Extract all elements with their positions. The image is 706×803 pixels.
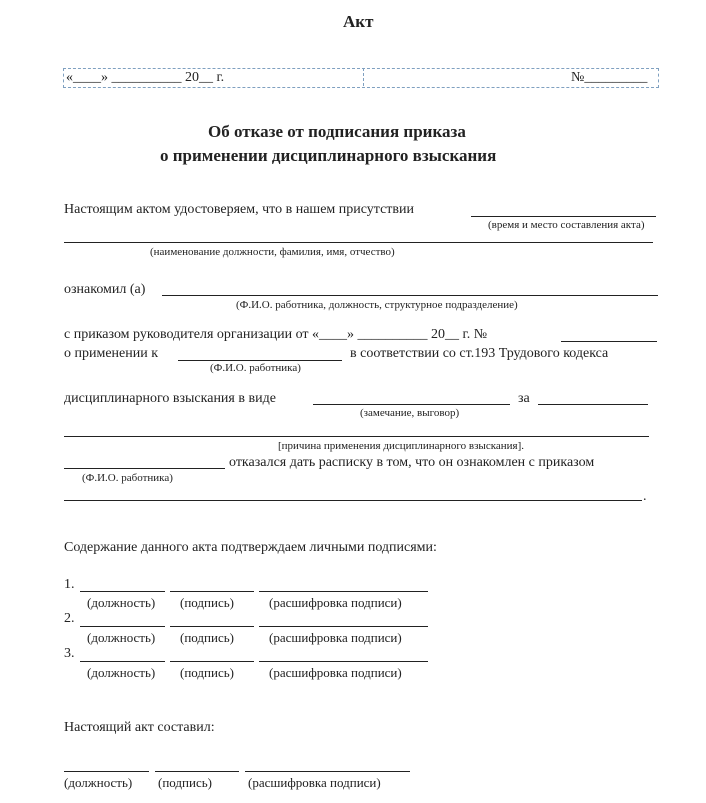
header-table-divider	[363, 68, 364, 86]
composer-text: Настоящий акт составил:	[64, 720, 215, 735]
p7-text: отказался дать расписку в том, что он ознакомлен с приказом	[229, 455, 595, 470]
p3-hint: (Ф.И.О. работника, должность, структурное подразделение)	[236, 299, 518, 311]
p7-hint: (Ф.И.О. работника)	[82, 472, 173, 484]
signature-row-signature: (подпись)	[180, 630, 234, 645]
composer-signature: (подпись)	[158, 775, 212, 790]
composer-decoding-line	[245, 771, 410, 772]
p2-hint: (наименование должности, фамилия, имя, отчество)	[150, 246, 395, 258]
signature-row-num: 1.	[64, 577, 75, 592]
signature-row-decoding: (расшифровка подписи)	[269, 665, 402, 680]
p7-name-line	[64, 468, 225, 469]
date-line: «____» __________ 20__ г.	[66, 70, 225, 85]
signature-row-decoding-line	[259, 591, 428, 592]
signature-row-signature-line	[170, 591, 254, 592]
signature-row-decoding: (расшифровка подписи)	[269, 595, 402, 610]
signature-row-signature-line	[170, 661, 254, 662]
p8-field-line	[64, 500, 642, 501]
signatures-intro: Содержание данного акта подтверждаем личными подписями:	[64, 540, 437, 555]
p1-hint: (время и место составления акта)	[488, 219, 645, 231]
p4-line2-a: о применении к	[64, 346, 159, 361]
signature-row-position-line	[80, 626, 165, 627]
p2-field-line	[64, 242, 653, 243]
signature-row-decoding-line	[259, 626, 428, 627]
signature-row-signature-line	[170, 626, 254, 627]
signature-row-position: (должность)	[87, 630, 156, 645]
signature-row-num: 2.	[64, 611, 75, 626]
p4-hint: (Ф.И.О. работника)	[210, 362, 301, 374]
number-line: №_________	[571, 70, 648, 85]
p1-field-line	[471, 216, 656, 217]
composer-position: (должность)	[64, 775, 133, 790]
p5-text: дисциплинарного взыскания в виде	[64, 391, 276, 406]
signature-row-position: (должность)	[87, 595, 156, 610]
composer-position-line	[64, 771, 149, 772]
signature-row-decoding: (расшифровка подписи)	[269, 630, 402, 645]
p5-hint: (замечание, выговор)	[360, 407, 460, 419]
signature-row-num: 3.	[64, 646, 75, 661]
p8-end: .	[643, 489, 647, 504]
p1-text: Настоящим актом удостоверяем, что в нашем присутствии	[64, 202, 414, 217]
document-title: Акт	[343, 12, 374, 31]
p6-hint: [причина применения дисциплинарного взыскания].	[278, 440, 525, 452]
signature-row-signature: (подпись)	[180, 595, 234, 610]
p4-line1: с приказом руководителя организации от «____» __________ 20__ г. №	[64, 327, 488, 342]
signature-row-decoding-line	[259, 661, 428, 662]
composer-signature-line	[155, 771, 239, 772]
signature-row-position: (должность)	[87, 665, 156, 680]
heading-line-2: о применении дисциплинарного взыскания	[160, 146, 497, 165]
composer-decoding: (расшифровка подписи)	[248, 775, 381, 790]
signature-row-position-line	[80, 661, 165, 662]
p4-number-line	[561, 341, 657, 342]
p5-type-line	[313, 404, 510, 405]
p3-field-line	[162, 295, 658, 296]
p5-reason-line	[538, 404, 648, 405]
signature-row-position-line	[80, 591, 165, 592]
p5-za: за	[518, 391, 530, 406]
p4-line2-b: в соответствии со ст.193 Трудового кодекса	[350, 346, 609, 361]
signature-row-signature: (подпись)	[180, 665, 234, 680]
p4-name-line	[178, 360, 342, 361]
heading-line-1: Об отказе от подписания приказа	[208, 122, 466, 141]
p6-field-line	[64, 436, 649, 437]
p3-text: ознакомил (а)	[64, 282, 146, 297]
